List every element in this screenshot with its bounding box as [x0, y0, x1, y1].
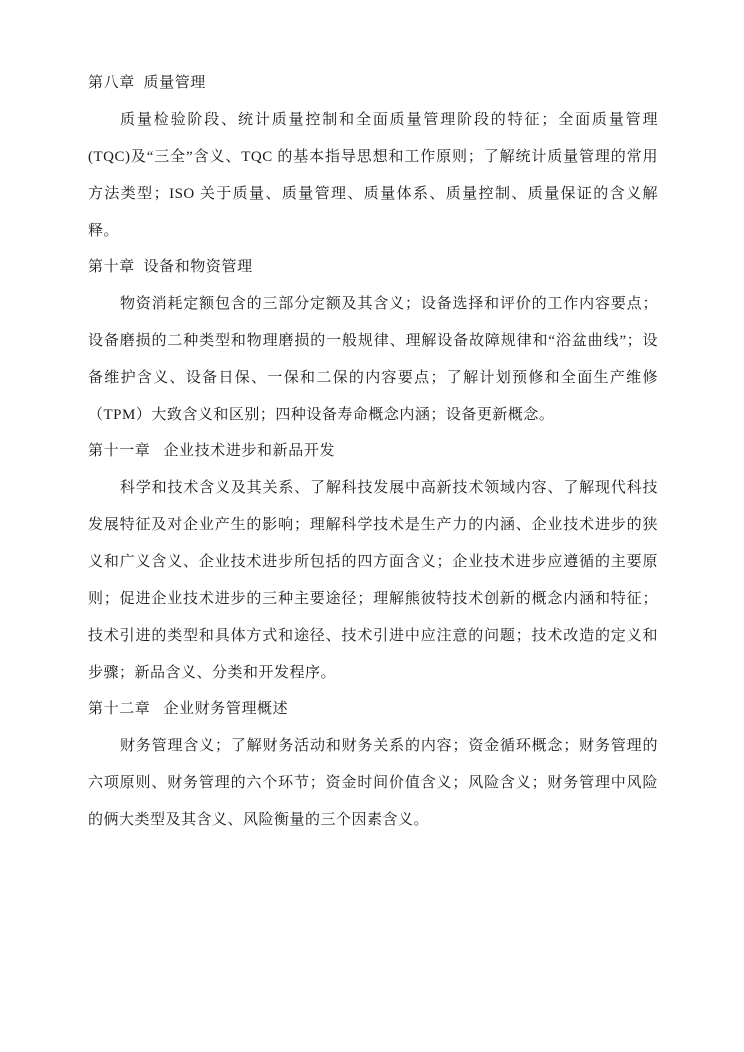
section-body: 科学和技术含义及其关系、了解科技发展中高新技术领域内容、了解现代科技发展特征及对企业产生的影响；理解科学技术是生产力的内涵、企业技术进步的狭义和广义含义、企业技术进步所包括的四方面含义；企业技术进步应遵循的主要原则；促进企业技术进步的三种主要途径；理解熊彼特技术创新的概念内涵和特征；技术引进的类型和具体方式和途径、技术引进中应注意的问题；技术改造的定义和步骤；新品含义、分类和开发程序。: [88, 480, 658, 681]
document-content: [88, 68, 658, 841]
section-block: [88, 694, 658, 839]
section-block: [88, 436, 658, 692]
section-block: [88, 68, 658, 250]
section-body: 物资消耗定额包含的三部分定额及其含义；设备选择和评价的工作内容要点；设备磨损的二种类型和物理磨损的一般规律、理解设备故障规律和“浴盆曲线”；设备维护含义、设备日保、一保和二保的内容要点；了解计划预修和全面生产维修（TPM）大致含义和区别；四种设备寿命概念内涵；设备更新概念。: [88, 296, 658, 423]
section-heading: 第十二章 企业财务管理概述: [88, 701, 289, 717]
section-heading: 第十一章 企业技术进步和新品开发: [88, 443, 336, 459]
section-heading: 第八章 质量管理: [88, 75, 206, 91]
section-body: 质量检验阶段、统计质量控制和全面质量管理阶段的特征；全面质量管理(TQC)及“三全”含义、TQC 的基本指导思想和工作原则；了解统计质量管理的常用方法类型；ISO 关于质量、质量管理、质量体系、质量控制、质量保证的含义解释。: [88, 112, 658, 239]
section-heading: 第十章 设备和物资管理: [88, 259, 253, 275]
section-body: 财务管理含义；了解财务活动和财务关系的内容；资金循环概念；财务管理的六项原则、财务管理的六个环节；资金时间价值含义；风险含义；财务管理中风险的俩大类型及其含义、风险衡量的三个因素含义。: [88, 738, 658, 828]
section-block: [88, 252, 658, 434]
